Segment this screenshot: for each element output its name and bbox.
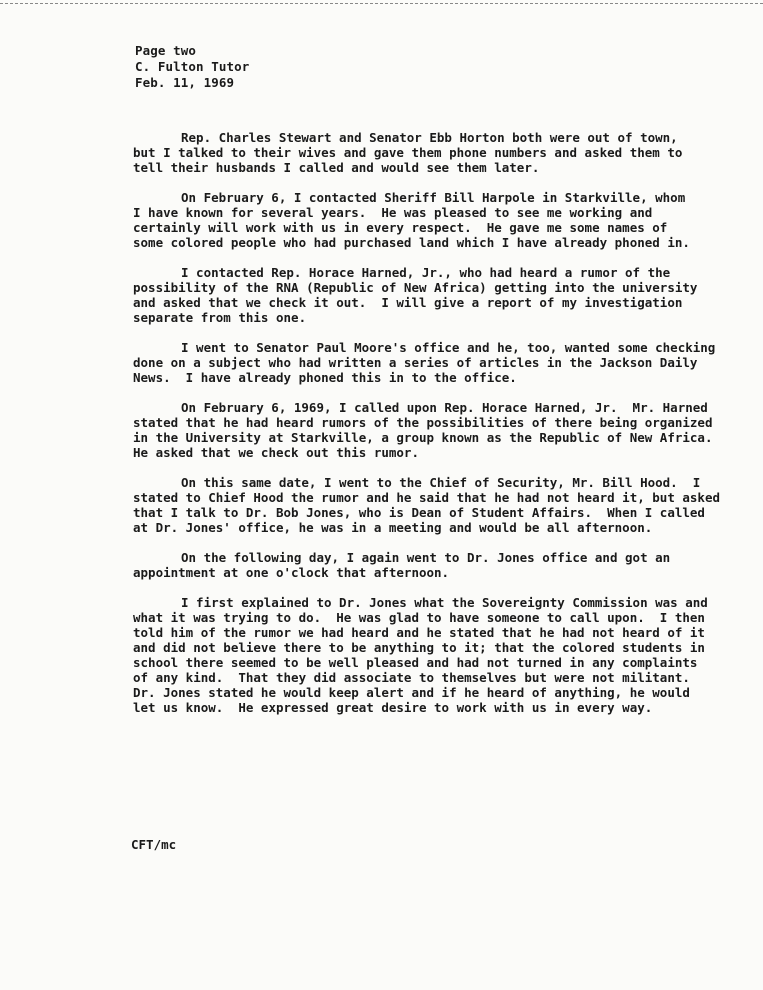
header-author: C. Fulton Tutor [135, 59, 250, 74]
paragraph-line: I went to Senator Paul Moore's office and he, too, wanted some checking [181, 340, 716, 355]
paragraph [133, 190, 733, 250]
paragraph-line: of any kind. That they did associate to themselves but were not militant. [133, 670, 690, 685]
paragraph [133, 340, 733, 385]
paragraph-line: what it was trying to do. He was glad to have someone to call upon. I then [133, 610, 705, 625]
paragraph-line: On February 6, 1969, I called upon Rep. Horace Harned, Jr. Mr. Harned [181, 400, 708, 415]
paragraph-line: and did not believe there to be anything to it; that the colored students in [133, 640, 705, 655]
paragraph-line: I contacted Rep. Horace Harned, Jr., who had heard a rumor of the [181, 265, 671, 280]
paragraph-line: that I talk to Dr. Bob Jones, who is Dean of Student Affairs. When I called [133, 505, 705, 520]
paragraph-line: told him of the rumor we had heard and he stated that he had not heard of it [133, 625, 705, 640]
header-date: Feb. 11, 1969 [135, 75, 235, 90]
paragraph-line: at Dr. Jones' office, he was in a meeting and would be all afternoon. [133, 520, 653, 535]
letter-header [135, 43, 249, 91]
paragraph-line: in the University at Starkville, a group known as the Republic of New Africa. [133, 430, 713, 445]
paragraph-line: stated that he had heard rumors of the possibilities of there being organized [133, 415, 713, 430]
paragraph [133, 130, 733, 175]
paragraph-line: possibility of the RNA (Republic of New Africa) getting into the university [133, 280, 698, 295]
paragraph-line: He asked that we check out this rumor. [133, 445, 419, 460]
paragraph-line: tell their husbands I called and would see them later. [133, 160, 540, 175]
paragraph [133, 475, 733, 535]
paragraph-line: I have known for several years. He was pleased to see me working and [133, 205, 653, 220]
paragraph-line: Dr. Jones stated he would keep alert and if he heard of anything, he would [133, 685, 690, 700]
paragraph [133, 265, 733, 325]
paragraph [133, 550, 733, 580]
paragraph-line: Rep. Charles Stewart and Senator Ebb Horton both were out of town, [181, 130, 678, 145]
paragraph-line: but I talked to their wives and gave them phone numbers and asked them to [133, 145, 683, 160]
paragraph-line: stated to Chief Hood the rumor and he said that he had not heard it, but asked [133, 490, 720, 505]
paragraph-line: appointment at one o'clock that afternoon. [133, 565, 450, 580]
paragraph-line: some colored people who had purchased land which I have already phoned in. [133, 235, 690, 250]
paragraph-line: News. I have already phoned this in to the office. [133, 370, 517, 385]
paragraph-line: On this same date, I went to the Chief of Security, Mr. Bill Hood. I [181, 475, 701, 490]
paragraph-line: certainly will work with us in every respect. He gave me some names of [133, 220, 668, 235]
paragraph-line: separate from this one. [133, 310, 307, 325]
typist-initials: CFT/mc [131, 837, 177, 852]
paragraph-line: done on a subject who had written a series of articles in the Jackson Daily [133, 355, 698, 370]
paragraph-line: On the following day, I again went to Dr. Jones office and got an [181, 550, 671, 565]
paragraph [133, 595, 733, 715]
paragraph-line: and asked that we check it out. I will give a report of my investigation [133, 295, 683, 310]
paragraph-line: On February 6, I contacted Sheriff Bill Harpole in Starkville, whom [181, 190, 686, 205]
header-page-number: Page two [135, 43, 197, 58]
paragraph [133, 400, 733, 460]
paragraph-line: school there seemed to be well pleased and had not turned in any complaints [133, 655, 698, 670]
paragraph-line: I first explained to Dr. Jones what the Sovereignty Commission was and [181, 595, 708, 610]
top-border-rule [0, 3, 763, 4]
paragraph-line: let us know. He expressed great desire to work with us in every way. [133, 700, 653, 715]
letter-body [133, 130, 733, 730]
